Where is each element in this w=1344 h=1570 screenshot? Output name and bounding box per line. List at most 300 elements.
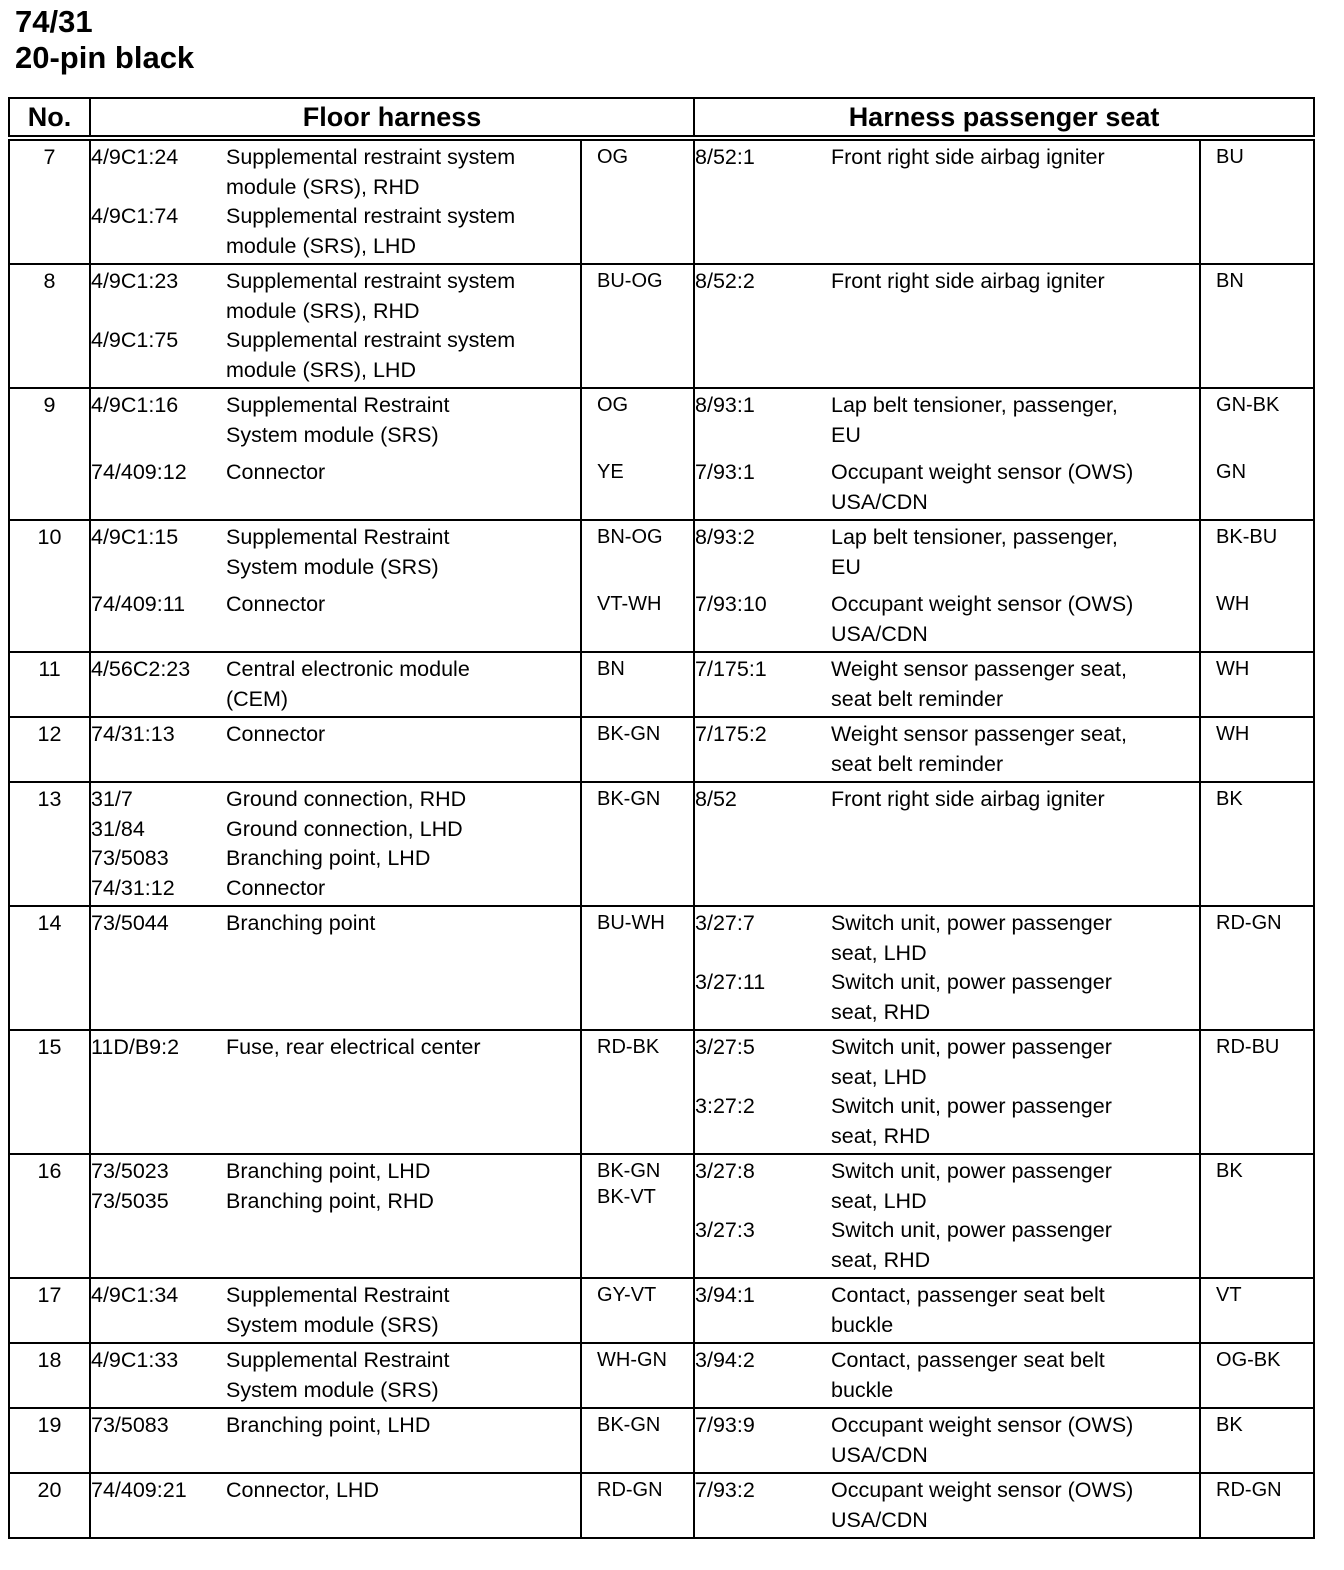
floor-harness-cell	[90, 1408, 581, 1473]
pass-description-line: buckle	[831, 1377, 894, 1402]
floor-connector-pin: 73/5083	[91, 846, 169, 870]
pass-entry	[695, 655, 1199, 714]
pin-number: 9	[9, 388, 90, 520]
floor-description-line: Supplemental Restraint	[226, 393, 450, 417]
floor-entry	[91, 1411, 580, 1441]
pin-number: 12	[9, 717, 90, 782]
floor-wire-color-value: BK-GN	[597, 723, 661, 745]
pin-number: 11	[9, 652, 90, 717]
pass-description	[831, 267, 1199, 297]
floor-harness-cell	[90, 388, 581, 452]
floor-description	[226, 1157, 580, 1187]
floor-description	[226, 202, 580, 261]
pass-description-line: Switch unit, power passenger	[831, 911, 1112, 935]
floor-description-line: Connector	[226, 460, 326, 484]
pin-number: 13	[9, 782, 90, 906]
table-row	[9, 388, 1314, 452]
pass-connector-pin: 7/93:2	[695, 1478, 755, 1502]
floor-connector-pin: 4/9C1:75	[91, 328, 179, 352]
floor-connector-pin: 4/9C1:24	[91, 145, 179, 169]
passenger-harness-cell	[694, 388, 1200, 452]
floor-wire-color-value: BK-GN	[597, 1160, 661, 1182]
table-row	[9, 1278, 1314, 1343]
pass-description	[831, 785, 1199, 815]
floor-harness-cell	[90, 452, 581, 520]
pass-description	[831, 523, 1199, 582]
floor-wire-color	[581, 1473, 694, 1538]
passenger-harness-cell	[694, 782, 1200, 906]
pass-description	[831, 1216, 1199, 1275]
floor-connector-pin: 73/5023	[91, 1159, 169, 1183]
floor-description	[226, 391, 580, 450]
floor-wire-color	[581, 264, 694, 388]
pass-description	[831, 720, 1199, 779]
floor-entry	[91, 1346, 580, 1405]
pass-connector-pin: 3/27:5	[695, 1035, 755, 1059]
floor-description-line: Supplemental restraint system	[226, 328, 516, 352]
pass-description-line: Switch unit, power passenger	[831, 1159, 1112, 1183]
pass-description-line: Lap belt tensioner, passenger,	[831, 393, 1118, 417]
pass-entry	[695, 1411, 1199, 1470]
floor-wire-color-value: BU-OG	[597, 270, 663, 292]
pass-description-line: Front right side airbag igniter	[831, 787, 1105, 811]
pass-connector-pin: 3/27:8	[695, 1159, 755, 1183]
floor-connector-pin: 73/5035	[91, 1188, 169, 1213]
floor-description-line: module (SRS), RHD	[226, 174, 420, 199]
floor-description	[226, 815, 580, 845]
pass-connector-pin: 3:27:2	[695, 1094, 755, 1118]
floor-description-line: Ground connection, LHD	[226, 816, 463, 841]
floor-wire-color-value: BU-WH	[597, 912, 665, 934]
pass-description	[831, 391, 1199, 450]
table-row	[9, 1030, 1314, 1154]
pass-connector-pin: 7/93:1	[695, 460, 755, 484]
pass-entry	[695, 267, 1199, 297]
passenger-wire-color	[1200, 1154, 1314, 1278]
passenger-wire-color-value: BK	[1216, 1414, 1243, 1436]
passenger-wire-color	[1200, 782, 1314, 906]
floor-description-line: Ground connection, RHD	[226, 787, 467, 811]
pass-entry	[695, 458, 1199, 517]
floor-harness-cell	[90, 717, 581, 782]
page-title	[15, 4, 194, 76]
pass-description-line: seat, LHD	[831, 940, 927, 965]
floor-wire-color: BN-OG	[581, 520, 694, 584]
passenger-harness-cell	[694, 1030, 1200, 1154]
pass-connector-pin: 7/93:10	[695, 592, 767, 616]
floor-entry	[91, 590, 580, 620]
floor-harness-cell	[90, 652, 581, 717]
pin-number: 20	[9, 1473, 90, 1538]
floor-entry	[91, 1281, 580, 1340]
pass-entry	[695, 1346, 1199, 1405]
pass-connector-pin: 3/94:1	[695, 1283, 755, 1307]
pass-description-line: Occupant weight sensor (OWS)	[831, 592, 1134, 616]
pass-connector-pin: 7/175:2	[695, 722, 767, 746]
passenger-wire-color	[1200, 1030, 1314, 1154]
floor-connector-pin: 4/56C2:23	[91, 657, 191, 681]
floor-description	[226, 326, 580, 385]
pass-description-line: Switch unit, power passenger	[831, 1094, 1112, 1118]
passenger-wire-color	[1200, 1473, 1314, 1538]
pass-description-line: USA/CDN	[831, 1442, 928, 1467]
passenger-wire-color: GN-BK	[1200, 388, 1314, 452]
passenger-harness-cell	[694, 1408, 1200, 1473]
passenger-harness-cell	[694, 1278, 1200, 1343]
table-row	[9, 1343, 1314, 1408]
floor-connector-pin: 74/409:21	[91, 1478, 187, 1502]
floor-wire-color-value: OG	[597, 146, 629, 168]
floor-entry	[91, 326, 580, 385]
pin-number: 10	[9, 520, 90, 652]
pass-description	[831, 1033, 1199, 1092]
floor-entry	[91, 909, 580, 939]
floor-description-line: module (SRS), LHD	[226, 233, 416, 258]
table-header-row	[9, 98, 1314, 138]
connector-subtitle: 20-pin black	[15, 40, 195, 75]
floor-wire-color	[581, 906, 694, 1030]
table-row	[9, 520, 1314, 584]
pass-description-line: USA/CDN	[831, 621, 928, 646]
table-row	[9, 452, 1314, 520]
pass-connector-pin: 3/27:7	[695, 911, 755, 935]
floor-description-line: Fuse, rear electrical center	[226, 1035, 481, 1059]
passenger-wire-color-value: RD-GN	[1216, 1479, 1282, 1501]
passenger-wire-color: GN	[1200, 452, 1314, 520]
floor-description-line: Central electronic module	[226, 657, 470, 681]
floor-description-line: System module (SRS)	[226, 422, 439, 447]
pass-entry	[695, 1216, 1199, 1275]
pass-description	[831, 1281, 1199, 1340]
table-row	[9, 138, 1314, 264]
floor-wire-color	[581, 138, 694, 264]
floor-description	[226, 655, 580, 714]
pass-description	[831, 590, 1199, 649]
passenger-wire-color-value: RD-BU	[1216, 1036, 1280, 1058]
passenger-harness-cell	[694, 520, 1200, 584]
floor-entry	[91, 655, 580, 714]
floor-entry	[91, 1157, 580, 1187]
table-row	[9, 782, 1314, 906]
floor-harness-cell	[90, 782, 581, 906]
floor-description-line: Branching point, LHD	[226, 846, 431, 870]
connector-id: 74/31	[15, 4, 93, 39]
floor-description	[226, 590, 580, 620]
pass-description	[831, 458, 1199, 517]
pass-description	[831, 1411, 1199, 1470]
floor-connector-pin: 73/5044	[91, 911, 169, 935]
floor-entry	[91, 1476, 580, 1506]
pass-description-line: Contact, passenger seat belt	[831, 1348, 1105, 1372]
pin-number: 15	[9, 1030, 90, 1154]
floor-description-line: Supplemental Restraint	[226, 1283, 450, 1307]
passenger-harness-cell	[694, 1343, 1200, 1408]
floor-entry	[91, 458, 580, 488]
pass-entry	[695, 1033, 1199, 1092]
pass-entry	[695, 590, 1199, 649]
passenger-wire-color: BK-BU	[1200, 520, 1314, 584]
floor-description-line: Connector	[226, 592, 326, 616]
floor-connector-pin: 74/31:13	[91, 722, 175, 746]
floor-description-line: Branching point, RHD	[226, 1188, 434, 1213]
floor-entry	[91, 267, 580, 326]
passenger-wire-color	[1200, 1278, 1314, 1343]
table-row	[9, 584, 1314, 652]
passenger-harness-cell	[694, 1154, 1200, 1278]
pass-description-line: EU	[831, 554, 861, 579]
floor-description	[226, 1187, 580, 1217]
floor-description-line: Connector	[226, 875, 326, 900]
floor-description-line: (CEM)	[226, 686, 289, 711]
table-body	[9, 138, 1314, 1538]
floor-wire-color-value: BK-VT	[597, 1185, 656, 1208]
table-row	[9, 717, 1314, 782]
passenger-harness-cell	[694, 652, 1200, 717]
floor-description	[226, 720, 580, 750]
pass-connector-pin: 8/93:2	[695, 525, 755, 549]
pass-description-line: Occupant weight sensor (OWS)	[831, 1413, 1134, 1437]
pass-description-line: buckle	[831, 1312, 894, 1337]
floor-description-line: module (SRS), LHD	[226, 357, 416, 382]
floor-entry	[91, 785, 580, 815]
pass-description-line: USA/CDN	[831, 1507, 928, 1532]
passenger-wire-color	[1200, 264, 1314, 388]
pass-entry	[695, 1157, 1199, 1216]
floor-connector-pin: 4/9C1:74	[91, 204, 179, 228]
pass-description-line: seat, RHD	[831, 999, 931, 1024]
floor-description	[226, 844, 580, 874]
pass-description	[831, 655, 1199, 714]
floor-entry	[91, 1033, 580, 1063]
floor-description-line: Branching point, LHD	[226, 1159, 431, 1183]
header-passenger-harness: Harness passenger seat	[694, 98, 1314, 138]
floor-description-line: Branching point, LHD	[226, 1413, 431, 1437]
pass-connector-pin: 8/52	[695, 787, 737, 811]
floor-description	[226, 1281, 580, 1340]
pass-entry	[695, 1092, 1199, 1151]
table-row	[9, 652, 1314, 717]
floor-connector-pin: 4/9C1:23	[91, 269, 179, 293]
floor-description	[226, 523, 580, 582]
pin-number: 16	[9, 1154, 90, 1278]
pass-description-line: Front right side airbag igniter	[831, 145, 1105, 169]
pass-description	[831, 968, 1199, 1027]
pass-description-line: Weight sensor passenger seat,	[831, 657, 1128, 681]
floor-description-line: System module (SRS)	[226, 554, 439, 579]
pass-description	[831, 143, 1199, 173]
passenger-wire-color	[1200, 138, 1314, 264]
pass-description-line: Switch unit, power passenger	[831, 1035, 1112, 1059]
floor-wire-color	[581, 652, 694, 717]
floor-harness-cell	[90, 584, 581, 652]
passenger-wire-color	[1200, 652, 1314, 717]
floor-description	[226, 458, 580, 488]
floor-harness-cell	[90, 1343, 581, 1408]
floor-connector-pin: 11D/B9:2	[91, 1035, 180, 1059]
floor-harness-cell	[90, 906, 581, 1030]
pass-description-line: seat, LHD	[831, 1188, 927, 1213]
pass-description	[831, 909, 1199, 968]
pass-connector-pin: 3/94:2	[695, 1348, 755, 1372]
floor-connector-pin: 74/409:12	[91, 460, 187, 484]
pass-description-line: Contact, passenger seat belt	[831, 1283, 1105, 1307]
floor-description	[226, 267, 580, 326]
floor-description-line: System module (SRS)	[226, 1312, 439, 1337]
pass-entry	[695, 1281, 1199, 1340]
floor-description	[226, 143, 580, 202]
pin-number: 14	[9, 906, 90, 1030]
pass-description-line: seat, RHD	[831, 1123, 931, 1148]
floor-wire-color	[581, 1030, 694, 1154]
floor-description-line: Supplemental restraint system	[226, 269, 516, 293]
floor-wire-color: VT-WH	[581, 584, 694, 652]
floor-wire-color	[581, 1408, 694, 1473]
pin-number: 7	[9, 138, 90, 264]
floor-description	[226, 1476, 580, 1506]
floor-connector-pin: 4/9C1:34	[91, 1283, 179, 1307]
passenger-wire-color: WH	[1200, 584, 1314, 652]
floor-connector-pin: 74/31:12	[91, 875, 175, 900]
floor-wire-color	[581, 1343, 694, 1408]
floor-connector-pin: 4/9C1:15	[91, 525, 179, 549]
floor-harness-cell	[90, 1473, 581, 1538]
pass-connector-pin: 8/52:1	[695, 145, 755, 169]
floor-description	[226, 1346, 580, 1405]
floor-description-line: Branching point	[226, 911, 376, 935]
floor-wire-color-value: WH-GN	[597, 1349, 667, 1371]
pass-description-line: seat, LHD	[831, 1064, 927, 1089]
pass-connector-pin: 8/93:1	[695, 393, 755, 417]
pass-description	[831, 1157, 1199, 1216]
floor-wire-color-value: BK-GN	[597, 1414, 661, 1436]
pass-description-line: Front right side airbag igniter	[831, 269, 1105, 293]
pass-description	[831, 1346, 1199, 1405]
passenger-wire-color-value: WH	[1216, 658, 1250, 680]
floor-harness-cell	[90, 138, 581, 264]
floor-description	[226, 785, 580, 815]
floor-entry	[91, 143, 580, 202]
passenger-wire-color	[1200, 1408, 1314, 1473]
floor-wire-color-value: RD-GN	[597, 1479, 663, 1501]
floor-wire-color: YE	[581, 452, 694, 520]
pass-description-line: Switch unit, power passenger	[831, 970, 1112, 994]
floor-entry	[91, 1187, 580, 1217]
floor-wire-color: OG	[581, 388, 694, 452]
floor-connector-pin: 73/5083	[91, 1413, 169, 1437]
floor-description	[226, 874, 580, 904]
floor-description	[226, 909, 580, 939]
passenger-harness-cell	[694, 138, 1200, 264]
pin-number: 8	[9, 264, 90, 388]
passenger-wire-color	[1200, 906, 1314, 1030]
floor-description-line: Connector	[226, 722, 326, 746]
floor-wire-color	[581, 1278, 694, 1343]
floor-description	[226, 1033, 580, 1063]
floor-entry	[91, 844, 580, 874]
pass-entry	[695, 523, 1199, 582]
pass-entry	[695, 1476, 1199, 1535]
floor-wire-color	[581, 1154, 694, 1278]
pass-description	[831, 1476, 1199, 1535]
floor-wire-color-value: GY-VT	[597, 1284, 657, 1306]
floor-description-line: Supplemental restraint system	[226, 204, 516, 228]
table-row	[9, 264, 1314, 388]
pass-connector-pin: 7/175:1	[695, 657, 767, 681]
pass-connector-pin: 8/52:2	[695, 269, 755, 293]
passenger-wire-color	[1200, 1343, 1314, 1408]
pass-entry	[695, 720, 1199, 779]
pin-number: 18	[9, 1343, 90, 1408]
floor-entry	[91, 815, 580, 845]
passenger-wire-color-value: OG-BK	[1216, 1349, 1281, 1371]
floor-description-line: Supplemental restraint system	[226, 145, 516, 169]
passenger-wire-color-value: BK	[1216, 1160, 1243, 1182]
pass-connector-pin: 3/27:3	[695, 1218, 755, 1242]
table-row	[9, 1473, 1314, 1538]
floor-wire-color-value: RD-BK	[597, 1036, 660, 1058]
floor-harness-cell	[90, 1278, 581, 1343]
floor-description	[226, 1411, 580, 1441]
pin-number: 19	[9, 1408, 90, 1473]
pass-entry	[695, 391, 1199, 450]
passenger-wire-color	[1200, 717, 1314, 782]
floor-wire-color	[581, 782, 694, 906]
pass-entry	[695, 143, 1199, 173]
floor-description-line: System module (SRS)	[226, 1377, 439, 1402]
floor-connector-pin: 74/409:11	[91, 592, 186, 616]
pass-entry	[695, 785, 1199, 815]
passenger-wire-color-value: WH	[1216, 723, 1250, 745]
floor-connector-pin: 31/84	[91, 816, 145, 841]
floor-harness-cell	[90, 264, 581, 388]
floor-wire-color-value: BN	[597, 658, 625, 680]
floor-wire-color	[581, 717, 694, 782]
pass-description-line: seat belt reminder	[831, 751, 1004, 776]
passenger-harness-cell	[694, 584, 1200, 652]
floor-entry	[91, 874, 580, 904]
passenger-harness-cell	[694, 1473, 1200, 1538]
pin-table	[8, 97, 1315, 1539]
pass-description-line: Lap belt tensioner, passenger,	[831, 525, 1118, 549]
floor-entry	[91, 523, 580, 582]
pass-description-line: USA/CDN	[831, 489, 928, 514]
passenger-harness-cell	[694, 452, 1200, 520]
floor-entry	[91, 202, 580, 261]
table-row	[9, 1154, 1314, 1278]
floor-harness-cell	[90, 520, 581, 584]
pass-description-line: Occupant weight sensor (OWS)	[831, 1478, 1134, 1502]
floor-harness-cell	[90, 1030, 581, 1154]
passenger-harness-cell	[694, 264, 1200, 388]
floor-description-line: Supplemental Restraint	[226, 1348, 450, 1372]
pass-description-line: seat, RHD	[831, 1247, 931, 1272]
passenger-harness-cell	[694, 717, 1200, 782]
floor-connector-pin: 4/9C1:33	[91, 1348, 179, 1372]
pass-description-line: seat belt reminder	[831, 686, 1004, 711]
table-row	[9, 1408, 1314, 1473]
floor-description-line: module (SRS), RHD	[226, 298, 420, 323]
pass-entry	[695, 909, 1199, 968]
floor-description-line: Connector, LHD	[226, 1478, 379, 1502]
pass-description-line: EU	[831, 422, 861, 447]
passenger-wire-color-value: BU	[1216, 146, 1244, 168]
pass-entry	[695, 968, 1199, 1027]
floor-entry	[91, 391, 580, 450]
passenger-wire-color-value: BN	[1216, 270, 1244, 292]
passenger-wire-color-value: VT	[1216, 1284, 1242, 1306]
pin-number: 17	[9, 1278, 90, 1343]
passenger-wire-color-value: BK	[1216, 788, 1243, 810]
